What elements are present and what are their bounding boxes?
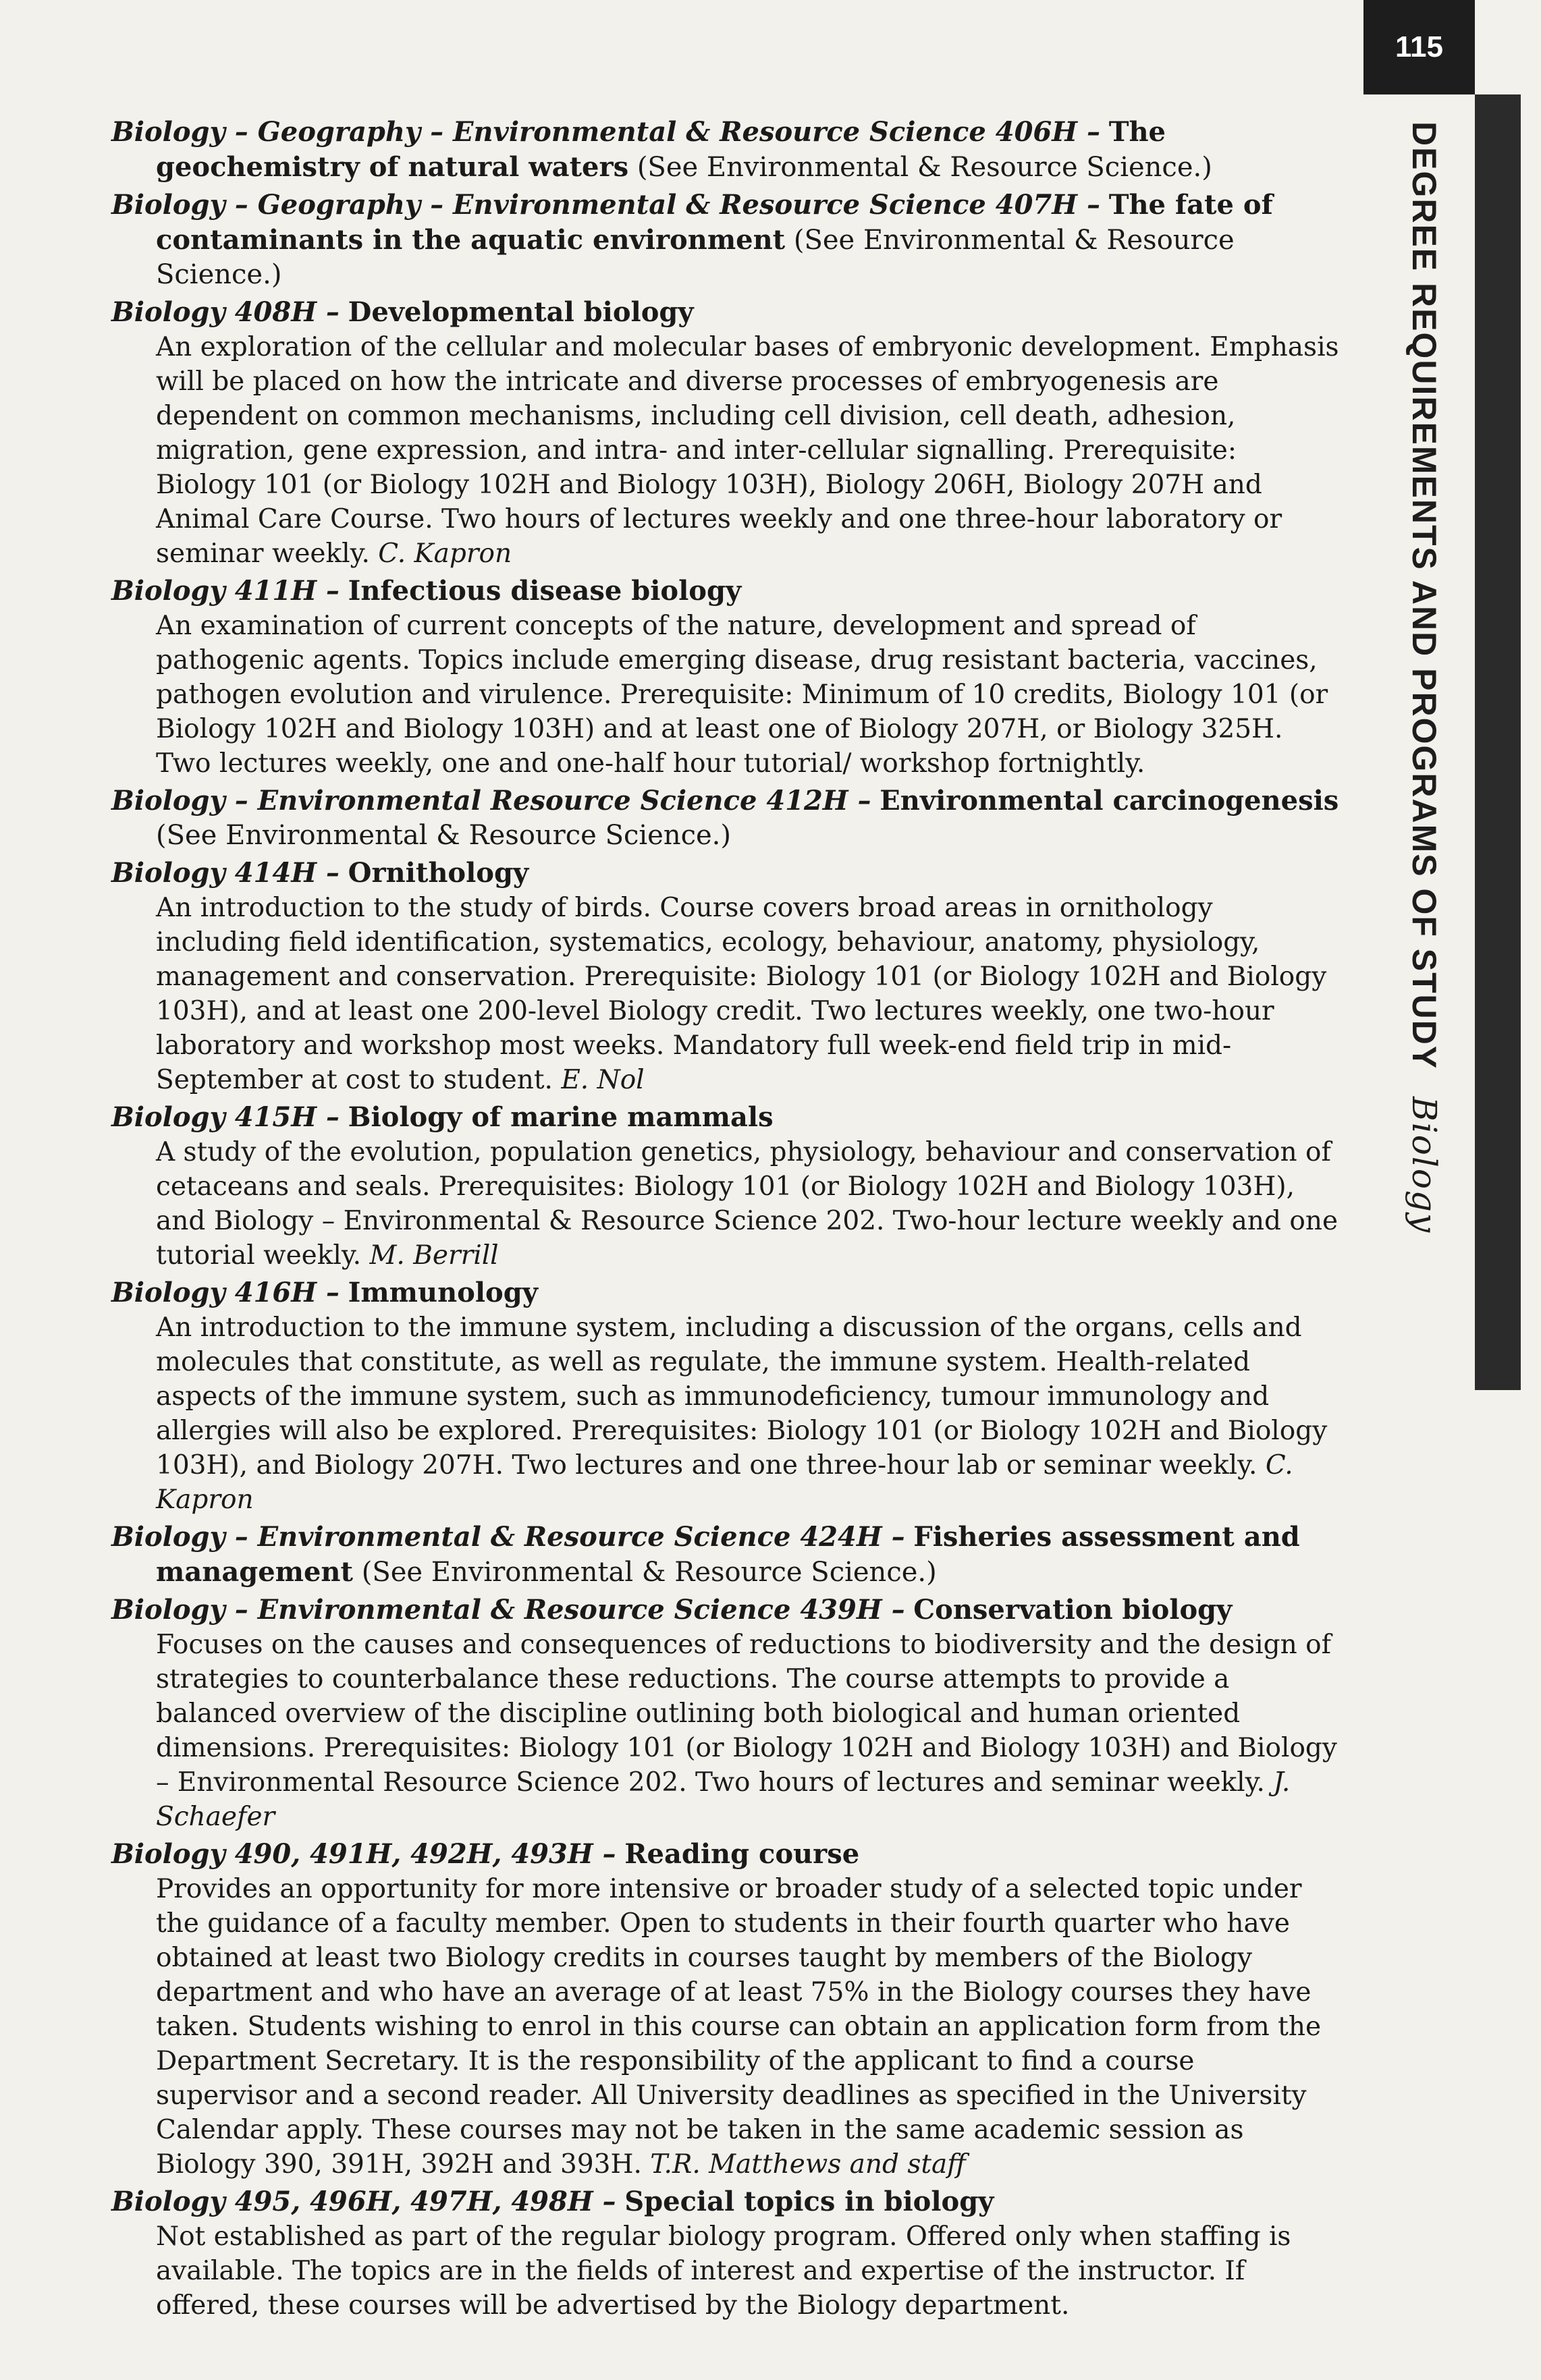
course-instructor: T.R. Matthews and staff [650,2149,966,2180]
course-entry [111,1837,1340,2182]
course-code: Biology – Geography – Environmental & Resource Science 407H – [111,189,1100,221]
course-title: Infectious disease biology [348,575,742,607]
side-title-sub: Biology [1405,1097,1444,1234]
course-heading [111,1837,1340,1872]
course-description-text: Not established as part of the regular biology program. Offered only when staffing is available. The topics are in the fields of interest and expertise of the instructor. If offered, these courses will be advertised by the Biology department. [156,2221,1291,2321]
course-entry [111,1520,1340,1590]
course-code: Biology 414H – [111,857,340,889]
course-title: Special topics in biology [624,2186,994,2217]
course-code: Biology – Environmental & Resource Science 424H – [111,1521,905,1553]
course-description [111,2219,1340,2323]
course-heading [111,1275,1340,1310]
course-description-text: A study of the evolution, population genetics, physiology, behaviour and conservation of cetaceans and seals. Prerequisites: Biology 101 (or Biology 102H and Biology 103H), and Biology – Environmental & Resource Science 202. Two-hour lecture weekly and one tutorial weekly. [156,1137,1339,1271]
page-number: 115 [1363,0,1475,94]
course-instructor: M. Berrill [369,1240,499,1271]
course-see-reference: (See Environmental & Resource Science.) [361,1557,937,1588]
course-description-text: Provides an opportunity for more intensive or broader study of a selected topic under the guidance of a faculty member. Open to students in their fourth quarter who have obtained at least two Biology credits in courses taught by members of the Biology department and who have an average of at least 75% in the Biology courses they have taken. Students wishing to enrol in this course can obtain an application form from the Department Secretary. It is the responsibility of the applicant to find a course supervisor and a second reader. All University deadlines as specified in the University Calendar apply. These courses may not be taken in the same academic session as Biology 390, 391H, 392H and 393H. [156,1874,1322,2180]
course-listing [111,115,1340,2325]
course-description [111,330,1340,571]
course-entry [111,1100,1340,1273]
course-title: Conservation biology [913,1594,1233,1626]
course-description [111,1872,1340,2182]
course-description [111,1135,1340,1273]
course-title: Environmental carcinogenesis [880,785,1339,817]
course-description-text: An introduction to the immune system, including a discussion of the organs, cells and molecules that constitute, as well as regulate, the immune system. Health-related aspects of the immune system, such as immunodeficiency, tumour immunology and allergies will also be explored. Prerequisites: Biology 101 (or Biology 102H and Biology 103H), and Biology 207H. Two lectures and one three-hour lab or seminar weekly. [156,1312,1328,1480]
course-heading [111,295,1340,330]
course-entry [111,856,1340,1097]
course-heading [111,783,1340,853]
course-heading [111,1100,1340,1135]
course-description [111,1310,1340,1517]
side-title [1397,121,1451,1404]
course-description-text: An exploration of the cellular and molecular bases of embryonic development. Emphasis will be placed on how the intricate and diverse processes of embryogenesis are dependent on common mechanisms, including cell division, cell death, adhesion, migration, gene expression, and intra- and inter-cellular signalling. Prerequisite: Biology 101 (or Biology 102H and Biology 103H), Biology 206H, Biology 207H and Animal Care Course. Two hours of lectures weekly and one three-hour laboratory or seminar weekly. [156,332,1339,569]
course-code: Biology 411H – [111,575,340,607]
side-title-main: DEGREE REQUIREMENTS AND PROGRAMS OF STUDY [1405,121,1443,1070]
course-title: Immunology [348,1277,538,1308]
course-instructor: J. Schaefer [156,1767,1291,1832]
course-instructor: E. Nol [561,1065,645,1095]
course-code: Biology 408H – [111,296,340,328]
course-description [111,1628,1340,1834]
course-description-text: An examination of current concepts of the nature, development and spread of pathogenic agents. Topics include emerging disease, drug resistant bacteria, vaccines, pathogen evolution and virulence. Prerequisite: Minimum of 10 credits, Biology 101 (or Biology 102H and Biology 103H) and at least one of Biology 207H, or Biology 325H. Two lectures weekly, one and one-half hour tutorial/ workshop fortnightly. [156,611,1328,779]
course-entry [111,574,1340,781]
course-code: Biology 415H – [111,1101,340,1133]
course-see-reference: (See Environmental & Resource Science.) [156,225,1235,290]
course-title: The geochemistry of natural waters [156,116,1166,183]
course-heading [111,1520,1340,1590]
course-entry [111,1275,1340,1517]
course-code: Biology – Environmental & Resource Science 439H – [111,1594,905,1626]
side-band [1475,94,1521,1390]
course-instructor: C. Kapron [378,538,512,569]
course-code: Biology 490, 491H, 492H, 493H – [111,1838,616,1870]
course-entry [111,1593,1340,1834]
course-entry [111,295,1340,571]
course-heading [111,1593,1340,1628]
course-title: Reading course [624,1838,860,1870]
course-entry [111,783,1340,853]
course-title: Fisheries assessment and management [156,1521,1300,1588]
course-description-text: An introduction to the study of birds. Course covers broad areas in ornithology including field identification, systematics, ecology, behaviour, anatomy, physiology, management and conservation. Prerequisite: Biology 101 (or Biology 102H and Biology 103H), and at least one 200-level Biology credit. Two lectures weekly, one two-hour laboratory and workshop most weeks. Mandatory full week-end field trip in mid-September at cost to student. [156,893,1327,1095]
course-heading [111,2184,1340,2219]
course-entry [111,188,1340,292]
course-entry [111,115,1340,185]
course-code: Biology 495, 496H, 497H, 498H – [111,2186,616,2217]
course-description [111,609,1340,781]
course-heading [111,188,1340,292]
course-see-reference: (See Environmental & Resource Science.) [156,820,731,851]
course-instructor: C. Kapron [156,1450,1293,1515]
course-description-text: Focuses on the causes and consequences of reductions to biodiversity and the design of strategies to counterbalance these reductions. The course attempts to provide a balanced overview of the discipline outlining both biological and human oriented dimensions. Prerequisites: Biology 101 (or Biology 102H and Biology 103H) and Biology – Environmental Resource Science 202. Two hours of lectures and seminar weekly. [156,1630,1337,1798]
course-code: Biology – Geography – Environmental & Resource Science 406H – [111,116,1100,148]
course-description [111,891,1340,1097]
course-heading [111,856,1340,891]
course-heading [111,574,1340,609]
course-see-reference: (See Environmental & Resource Science.) [637,152,1212,183]
course-title: Ornithology [348,857,529,889]
course-title: Biology of marine mammals [348,1101,774,1133]
course-entry [111,2184,1340,2323]
course-code: Biology 416H – [111,1277,340,1308]
course-title: Developmental biology [348,296,694,328]
course-heading [111,115,1340,185]
course-code: Biology – Environmental Resource Science 412H – [111,785,871,817]
course-title: The fate of contaminants in the aquatic environment [156,189,1273,256]
